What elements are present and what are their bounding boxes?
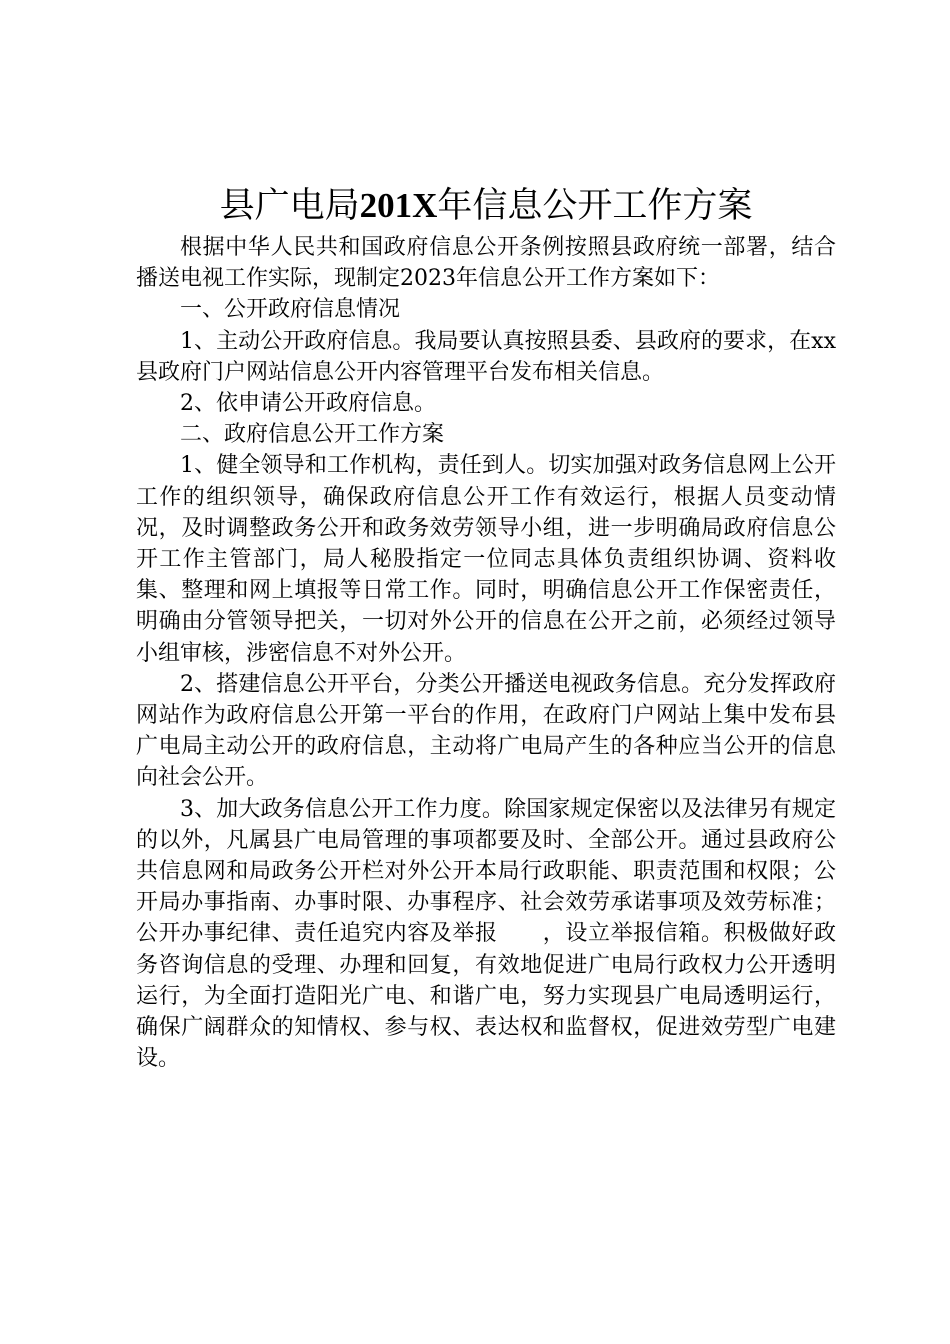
title-year: 201X xyxy=(359,186,438,225)
document-body xyxy=(136,232,836,1074)
paragraph-1-1: 1、主动公开政府信息。我局要认真按照县委、县政府的要求，在xx县政府门户网站信息公开内容管理平台发布相关信息。 xyxy=(136,328,836,385)
title-prefix: 县广电局 xyxy=(219,186,360,226)
paragraph-2-2: 2、搭建信息公开平台，分类公开播送电视政务信息。充分发挥政府网站作为政府信息公开第一平台的作用，在政府门户网站上集中发布县广电局主动公开的政府信息，主动将广电局产生的各种应当公开的信息向社会公开。 xyxy=(136,671,836,791)
title-suffix: 年信息公开工作方案 xyxy=(437,186,753,226)
heading-section-2: 二、政府信息公开工作方案 xyxy=(180,422,445,448)
document-page xyxy=(136,182,836,1074)
document-title xyxy=(136,182,836,230)
paragraph-1-2: 2、依申请公开政府信息。 xyxy=(180,391,436,417)
paragraph-2-1: 1、健全领导和工作机构，责任到人。切实加强对政务信息网上公开工作的组织领导，确保政府信息公开工作有效运行，根据人员变动情况，及时调整政务公开和政务效劳领导小组，进一步明确局政府信息公开工作主管部门，局人秘股指定一位同志具体负责组织协调、资料收集、整理和网上填报等日常工作。同时，明确信息公开工作保密责任，明确由分管领导把关，一切对外公开的信息在公开之前，必须经过领导小组审核，涉密信息不对外公开。 xyxy=(136,453,836,666)
paragraph-2-3: 3、加大政务信息公开工作力度。除国家规定保密以及法律另有规定的以外，凡属县广电局管理的事项都要及时、全部公开。通过县政府公共信息网和局政务公开栏对外公开本局行政职能、职责范围和权限；公开局办事指南、办事时限、办事程序、社会效劳承诺事项及效劳标准；公开办事纪律、责任追究内容及举报 ，设立举报信箱。积极做好政务咨询信息的受理、办理和回复，有效地促进广电局行政权力公开透明运行，为全面打造阳光广电、和谐广电，努力实现县广电局透明运行，确保广阔群众的知情权、参与权、表达权和监督权，促进效劳型广电建设。 xyxy=(136,796,836,1072)
heading-section-1: 一、公开政府信息情况 xyxy=(180,297,401,323)
paragraph-intro: 根据中华人民共和国政府信息公开条例按照县政府统一部署，结合播送电视工作实际，现制定2023年信息公开工作方案如下： xyxy=(136,235,836,292)
